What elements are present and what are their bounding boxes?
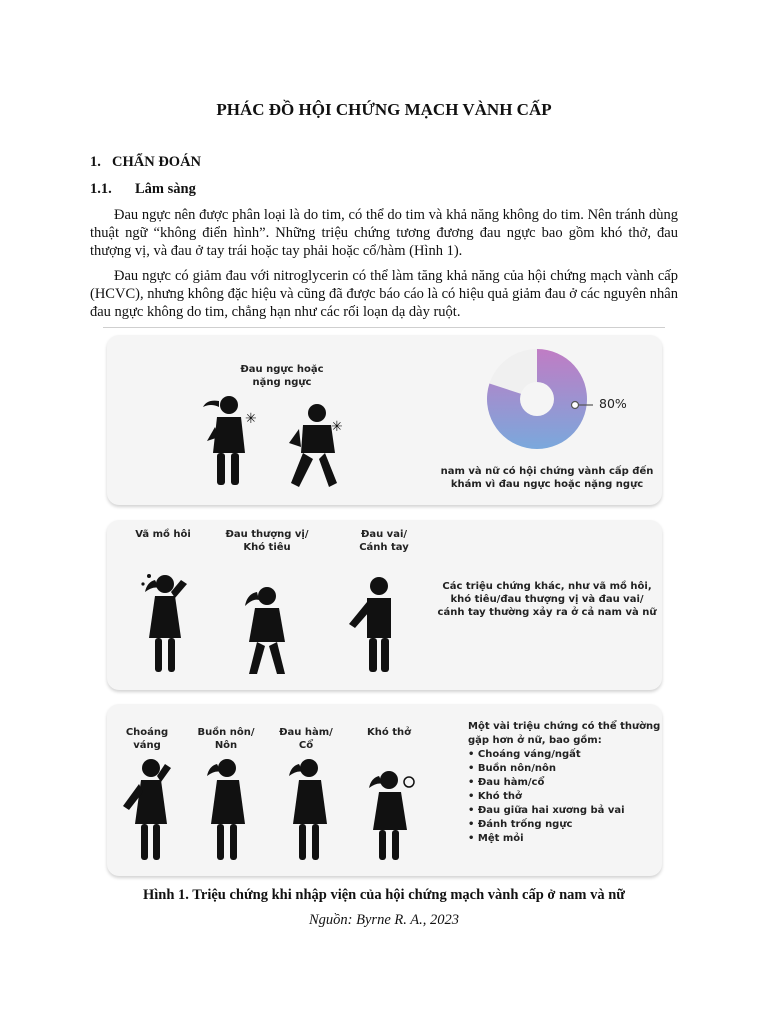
woman-epigastric-pain-icon: [237, 584, 297, 678]
shoulder-pain-label: Đau vai/ Cánh tay: [359, 529, 409, 553]
jaw-pain-label: Đau hàm/ Cổ: [279, 727, 333, 751]
figure-panel-common-symptoms: [107, 520, 662, 690]
list-item: • Buồn nôn/nôn: [468, 762, 668, 776]
figure-caption: Hình 1. Triệu chứng khi nhập viện của hội chứng mạch vành cấp ở nam và nữ: [142, 887, 625, 903]
section-title: CHẨN ĐOÁN: [112, 154, 202, 170]
svg-text:✳: ✳: [245, 411, 257, 427]
list-item: • Mệt mỏi: [468, 832, 668, 846]
woman-nausea-icon: [203, 754, 253, 864]
list-item: • Choáng váng/ngất: [468, 748, 668, 762]
man-chest-pain-icon: [285, 403, 355, 493]
subsection-heading: [90, 181, 196, 198]
chest-pain-description: nam và nữ có hội chứng vành cấp đến khám vì đau ngực hoặc nặng ngực: [440, 466, 654, 490]
list-item: • Đánh trống ngực: [468, 818, 668, 832]
list-item: • Khó thở: [468, 790, 668, 804]
woman-chest-pain-icon: [197, 393, 257, 493]
paragraph-1: Đau ngực nên được phân loại là do tim, có thể do tim và khả năng không do tim. Nên tránh dùng thuật ngữ “không điển hình”. Những triệu chứng tương đương đau ngực bao gồm khó thở, đau thượng vị, và đau ở tay trái hoặc tay phải hoặc cổ/hàm (Hình 1).: [90, 207, 678, 259]
svg-text:✳: ✳: [331, 419, 343, 435]
woman-sweating-icon: [135, 572, 195, 677]
woman-jaw-pain-icon: [285, 754, 335, 864]
page-title: PHÁC ĐỒ HỘI CHỨNG MẠCH VÀNH CẤP: [216, 100, 552, 119]
figure-source: Nguồn: Byrne R. A., 2023: [309, 912, 459, 928]
dyspnea-label: Khó thở: [367, 727, 411, 738]
chest-pain-label: Đau ngực hoặc nặng ngực: [240, 364, 324, 388]
women-symptoms-list-title: Một vài triệu chứng có thể thường gặp hơn ở nữ, bao gồm:: [468, 721, 661, 746]
percent-label: 80%: [599, 396, 627, 411]
subsection-number: 1.1.: [90, 181, 112, 197]
nausea-label: Buồn nôn/ Nôn: [197, 727, 255, 751]
woman-dyspnea-icon: [365, 768, 419, 864]
paragraph-2: Đau ngực có giảm đau với nitroglycerin có thể làm tăng khả năng của hội chứng mạch vành cấp (HCVC), nhưng không đặc hiệu và cũng đã được báo cáo là có hiệu quả giảm đau ở các nguyên nhân đau ngực không do tim, chẳng hạn như các rối loạn dạ dày ruột.: [90, 268, 678, 320]
man-shoulder-pain-icon: [345, 576, 405, 676]
common-symptoms-description: Các triệu chứng khác, như vã mồ hôi, khó tiêu/đau thượng vị và đau vai/ cánh tay thường xảy ra ở cả nam và nữ: [437, 581, 657, 618]
subsection-title: Lâm sàng: [135, 181, 196, 197]
section-number: 1.: [90, 154, 101, 170]
epigastric-pain-label: Đau thượng vị/ Khó tiêu: [225, 529, 309, 553]
women-symptoms-list: [468, 720, 668, 846]
list-item: • Đau hàm/cổ: [468, 776, 668, 790]
divider: [103, 327, 665, 328]
figure-panel-chest-pain: [107, 335, 662, 505]
woman-dizziness-icon: [117, 754, 177, 864]
list-item: • Đau giữa hai xương bả vai: [468, 804, 668, 818]
dizziness-label: Choáng váng: [125, 727, 169, 751]
sweating-label: Vã mồ hôi: [135, 529, 191, 540]
section-heading: [90, 154, 201, 171]
